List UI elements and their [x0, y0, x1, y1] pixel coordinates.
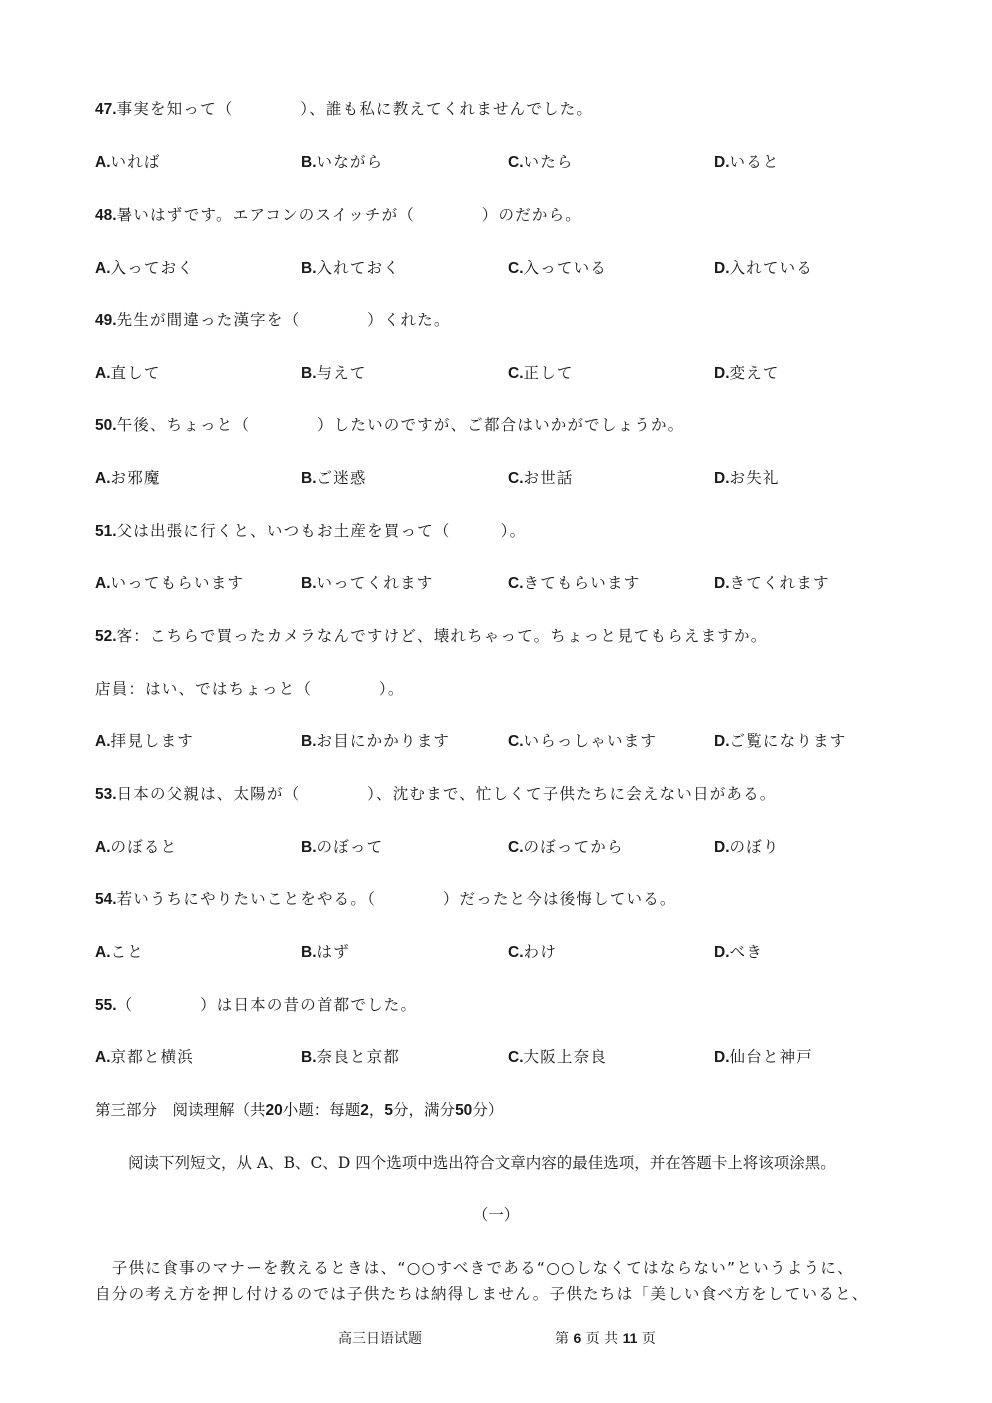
question-number: 51.: [95, 523, 117, 540]
option-b: B.のぼって: [301, 838, 384, 856]
option-b: B.与えて: [301, 364, 367, 382]
option-c: C.きてもらいます: [508, 574, 641, 592]
option-b: B.いってくれます: [301, 574, 434, 592]
option-d: D.お失礼: [714, 469, 780, 487]
option-a: A.拝見します: [95, 732, 195, 750]
option-a: A.直して: [95, 364, 161, 382]
question-number: 50.: [95, 417, 117, 434]
question-text: 事実を知って（ ）、誰も私に教えてくれませんでした。: [116, 100, 594, 118]
option-d: D.べき: [714, 943, 763, 961]
options-55: [95, 1045, 955, 1067]
question-number: 49.: [95, 312, 117, 329]
question-text: 若いうちにやりたいことをやる。（ ）だったと今は後悔している。: [116, 890, 677, 908]
options-47: [95, 150, 955, 172]
option-a: A.京都と横浜: [95, 1048, 195, 1066]
question-number: 47.: [95, 101, 117, 118]
option-a: A.いれば: [95, 153, 161, 171]
question-52: [95, 624, 767, 646]
passage-line-2: 自分の考え方を押し付けるのでは子供たちは納得しません。子供たちは「美しい食べ方をしていると、: [95, 1285, 869, 1303]
passage-heading: （一）: [472, 1206, 520, 1224]
option-d: D.のぼり: [714, 838, 780, 856]
option-d: D.入れている: [714, 259, 814, 277]
option-b: B.ご迷惑: [301, 469, 367, 487]
question-53: [95, 782, 777, 804]
option-d: D.ご覧になります: [714, 732, 847, 750]
option-d: D.きてくれます: [714, 574, 830, 592]
option-b: B.いながら: [301, 153, 384, 171]
option-d: D.いると: [714, 153, 780, 171]
option-a: A.お邪魔: [95, 469, 161, 487]
question-text: （ ）は日本の昔の首都でした。: [116, 996, 418, 1014]
options-52: [95, 729, 955, 751]
options-54: [95, 940, 955, 962]
question-55: [95, 993, 417, 1015]
question-text: 先生が間違った漢字を（ ）くれた。: [116, 311, 451, 329]
option-b: B.お目にかかります: [301, 732, 451, 750]
option-d: D.変えて: [714, 364, 780, 382]
passage-line-1: 子供に食事のマナーを教えるときは、“○○すべきである“○○しなくてはならない”というように、: [95, 1259, 854, 1277]
question-54: [95, 887, 677, 909]
question-text: 暑いはずです。エアコンのスイッチが（ ）のだから。: [116, 206, 582, 224]
options-48: [95, 256, 955, 278]
question-text: 客：こちらで買ったカメラなんですけど、壊れちゃって。ちょっと見てもらえますか。: [116, 627, 768, 645]
question-number: 52.: [95, 628, 117, 645]
option-c: C.いたら: [508, 153, 574, 171]
question-text: 店員：はい、ではちょっと（ ）。: [95, 680, 405, 698]
options-53: [95, 835, 955, 857]
option-c: C.いらっしゃいます: [508, 732, 658, 750]
question-number: 48.: [95, 207, 117, 224]
question-50: [95, 413, 684, 435]
footer-page-info: 第 6 页 共 11 页: [555, 1330, 656, 1347]
section-instruction: 阅读下列短文，从 A、B、C、D 四个选项中选出符合文章内容的最佳选项，并在答题卡上将该项涂黑。: [128, 1154, 836, 1172]
option-a: A.入っておく: [95, 259, 195, 277]
option-c: C.正して: [508, 364, 574, 382]
question-49: [95, 308, 451, 330]
options-50: [95, 466, 955, 488]
option-b: B.入れておく: [301, 259, 401, 277]
option-c: C.お世話: [508, 469, 574, 487]
section-title: 第三部分 阅读理解（共20小题：每题2，5分，满分50分）: [95, 1101, 504, 1119]
option-c: C.大阪上奈良: [508, 1048, 608, 1066]
question-number: 54.: [95, 891, 117, 908]
option-a: A.いってもらいます: [95, 574, 245, 592]
question-52-line-2: [95, 677, 405, 699]
question-48: [95, 203, 582, 225]
option-c: C.入っている: [508, 259, 608, 277]
question-51: [95, 519, 526, 541]
question-number: 55.: [95, 997, 117, 1014]
option-b: B.奈良と京都: [301, 1048, 401, 1066]
question-text: 父は出張に行くと、いつもお土産を買って（ ）。: [116, 522, 527, 540]
options-51: [95, 571, 955, 593]
options-49: [95, 361, 955, 383]
option-a: A.こと: [95, 943, 144, 961]
question-text: 午後、ちょっと（ ）したいのですが、ご都合はいかがでしょうか。: [116, 416, 685, 434]
footer-subject: 高三日语试题: [338, 1331, 422, 1347]
option-c: C.わけ: [508, 943, 557, 961]
option-a: A.のぼると: [95, 838, 178, 856]
question-47: [95, 97, 593, 119]
question-number: 53.: [95, 786, 117, 803]
option-c: C.のぼってから: [508, 838, 624, 856]
question-text: 日本の父親は、太陽が（ ）、沈むまで、忙しくて子供たちに会えない日がある。: [116, 785, 777, 803]
option-d: D.仙台と神戸: [714, 1048, 814, 1066]
option-b: B.はず: [301, 943, 350, 961]
